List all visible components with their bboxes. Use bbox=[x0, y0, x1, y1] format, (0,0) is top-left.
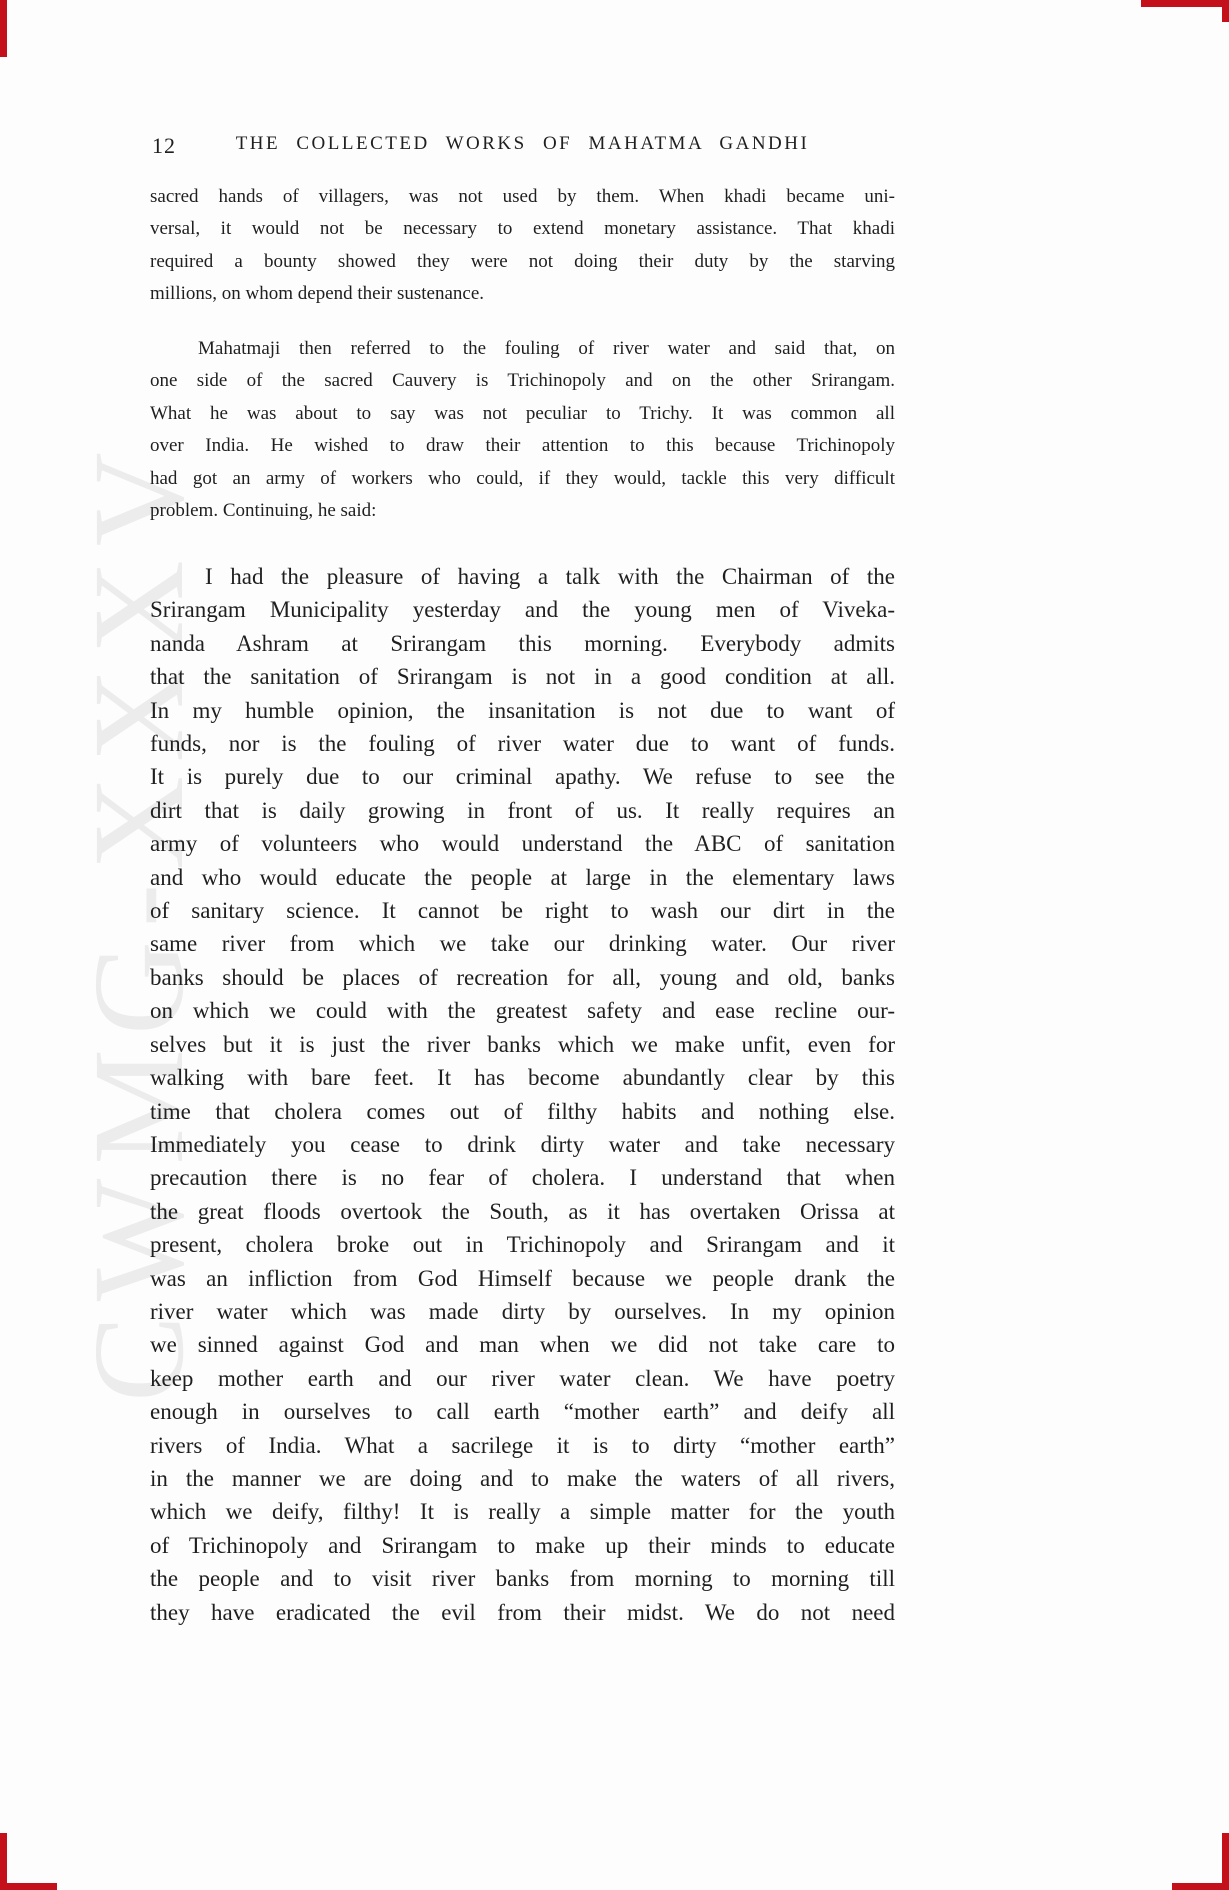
text-line: required a bounty showed they were not doing their duty by the starving bbox=[150, 250, 895, 272]
scan-corner-mark-top-right-edge bbox=[1222, 0, 1229, 22]
text-line: Srirangam Municipality yesterday and the young men of Viveka- bbox=[150, 597, 895, 623]
text-line: river water which was made dirty by ourselves. In my opinion bbox=[150, 1298, 895, 1324]
text-line: keep mother earth and our river water clean. We have poetry bbox=[150, 1365, 895, 1391]
text-line: that the sanitation of Srirangam is not in a good condition at all. bbox=[150, 664, 895, 690]
text-line: present, cholera broke out in Trichinopoly and Srirangam and it bbox=[150, 1232, 895, 1258]
block-quote-speech bbox=[150, 560, 895, 1629]
text-line: had got an army of workers who could, if they would, tackle this very difficult bbox=[150, 467, 895, 489]
text-line: dirt that is daily growing in front of us. It really requires an bbox=[150, 797, 895, 823]
text-line: precaution there is no fear of cholera. I understand that when bbox=[150, 1165, 895, 1191]
text-line: of sanitary science. It cannot be right to wash our dirt in the bbox=[150, 898, 895, 924]
page-number: 12 bbox=[152, 133, 176, 158]
text-line: same river from which we take our drinking water. Our river bbox=[150, 931, 895, 957]
text-line: versal, it would not be necessary to extend monetary assistance. That khadi bbox=[150, 218, 895, 240]
text-line: It is purely due to our criminal apathy. We refuse to see the bbox=[150, 764, 895, 790]
scan-corner-mark-bottom-right-vertical bbox=[1222, 1833, 1229, 1890]
text-line: the great floods overtook the South, as it has overtaken Orissa at bbox=[150, 1198, 895, 1224]
text-line: selves but it is just the river banks which we make unfit, even for bbox=[150, 1031, 895, 1057]
page-header bbox=[150, 133, 895, 158]
text-line: over India. He wished to draw their attention to this because Trichinopoly bbox=[150, 435, 895, 457]
text-line: army of volunteers who would understand the ABC of sanitation bbox=[150, 831, 895, 857]
volume-watermark: CWMG-XXXV bbox=[67, 438, 211, 1402]
text-line: What he was about to say was not peculiar to Trichy. It was common all bbox=[150, 402, 895, 424]
scan-corner-mark-bottom-left-vertical bbox=[0, 1833, 7, 1890]
scan-corner-mark-bottom-left-horizontal bbox=[0, 1883, 57, 1890]
text-line: one side of the sacred Cauvery is Trichinopoly and on the other Srirangam. bbox=[150, 370, 895, 392]
text-line: the people and to visit river banks from morning to morning till bbox=[150, 1566, 895, 1592]
text-line: nanda Ashram at Srirangam this morning. Everybody admits bbox=[150, 630, 895, 656]
text-line: which we deify, filthy! It is really a simple matter for the youth bbox=[150, 1499, 895, 1525]
text-line: In my humble opinion, the insanitation is not due to want of bbox=[150, 697, 895, 723]
text-line: banks should be places of recreation for all, young and old, banks bbox=[150, 964, 895, 990]
text-line: millions, on whom depend their sustenance. bbox=[150, 283, 485, 305]
text-line: funds, nor is the fouling of river water due to want of funds. bbox=[150, 731, 895, 757]
body-paragraph bbox=[150, 333, 895, 527]
body-paragraph-continued bbox=[150, 181, 895, 311]
text-line: Immediately you cease to drink dirty water and take necessary bbox=[150, 1131, 895, 1157]
text-line: I had the pleasure of having a talk with the Chairman of the bbox=[205, 564, 895, 589]
text-line: on which we could with the greatest safety and ease recline our- bbox=[150, 998, 895, 1024]
scan-corner-mark-bottom-right-horizontal bbox=[1172, 1883, 1229, 1890]
text-line: rivers of India. What a sacrilege it is to dirty “mother earth” bbox=[150, 1432, 895, 1458]
text-line: problem. Continuing, he said: bbox=[150, 500, 377, 522]
text-line: and who would educate the people at large in the elementary laws bbox=[150, 864, 895, 890]
running-header-title: THE COLLECTED WORKS OF MAHATMA GANDHI bbox=[235, 133, 810, 154]
text-line: Mahatmaji then referred to the fouling of river water and said that, on bbox=[198, 338, 895, 359]
text-line: walking with bare feet. It has become abundantly clear by this bbox=[150, 1065, 895, 1091]
text-line: of Trichinopoly and Srirangam to make up their minds to educate bbox=[150, 1532, 895, 1558]
scan-corner-mark-top-right bbox=[1141, 0, 1229, 7]
text-line: time that cholera comes out of filthy habits and nothing else. bbox=[150, 1098, 895, 1124]
text-line: enough in ourselves to call earth “mother earth” and deify all bbox=[150, 1399, 895, 1425]
text-line: was an infliction from God Himself because we people drank the bbox=[150, 1265, 895, 1291]
text-line: sacred hands of villagers, was not used by them. When khadi became uni- bbox=[150, 186, 895, 207]
text-line: we sinned against God and man when we did not take care to bbox=[150, 1332, 895, 1358]
text-line: in the manner we are doing and to make the waters of all rivers, bbox=[150, 1465, 895, 1491]
scan-corner-mark-top-left bbox=[0, 0, 7, 57]
text-line: they have eradicated the evil from their midst. We do not need bbox=[150, 1599, 895, 1625]
